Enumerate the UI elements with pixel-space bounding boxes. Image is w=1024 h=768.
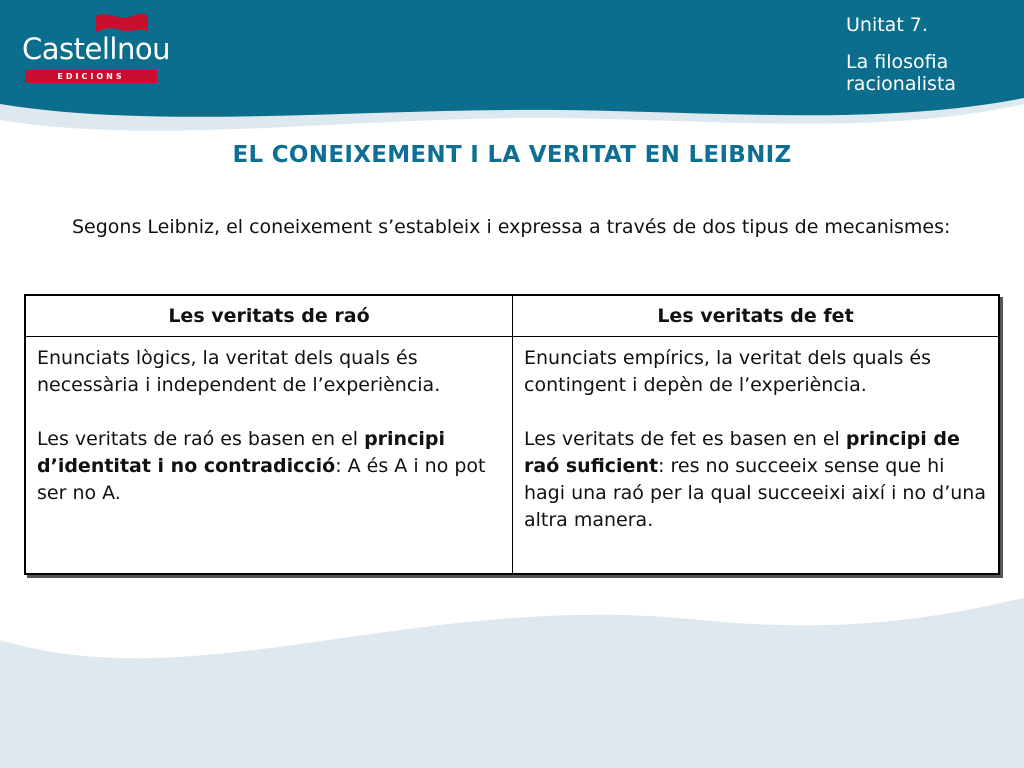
fact-principle-name: principi de raó suficient [524,428,960,477]
fact-definition: Enunciats empírics, la veritat dels quals és contingent i depèn de l’experiència. [524,347,932,396]
fact-principle-tail: : res no succeeix sense que hi hagi una raó per la qual succeeixi així i no d’una altra manera. [524,455,986,531]
bottom-wave [0,598,1024,768]
header-fact-truths: Les veritats de fet [512,296,998,336]
reason-principle [37,426,502,507]
publisher-logo [22,12,170,81]
reason-principle-tail: : A és A i no pot ser no A. [37,455,486,504]
fact-principle [524,426,988,534]
comparison-table [24,294,1000,575]
reason-principle-lead: Les veritats de raó es basen en el [37,428,365,450]
header-reason-truths: Les veritats de raó [168,305,370,327]
reason-principle-name: principi d’identitat i no contradicció [37,428,445,477]
unit-info [846,14,1016,95]
unit-number: Unitat 7. [846,14,928,36]
page-title: EL CONEIXEMENT I LA VERITAT EN LEIBNIZ [232,142,792,168]
table-header-row [26,296,998,336]
unit-topic: La filosofia racionalista [846,51,957,95]
reason-definition: Enunciats lògics, la veritat dels quals és necessària i independent de l’experiència. [37,347,441,396]
cell-reason-truths [26,337,512,573]
intro-text: Segons Leibniz, el coneixement s’estableix i expressa a través de dos tipus de mecanismes: [72,216,951,238]
logo-name: Castellnou [22,32,170,66]
table-body-row [26,336,998,573]
fact-principle-lead: Les veritats de fet es basen en el [524,428,846,450]
logo-subtitle: EDICIONS [25,70,157,83]
cell-fact-truths [512,337,998,573]
